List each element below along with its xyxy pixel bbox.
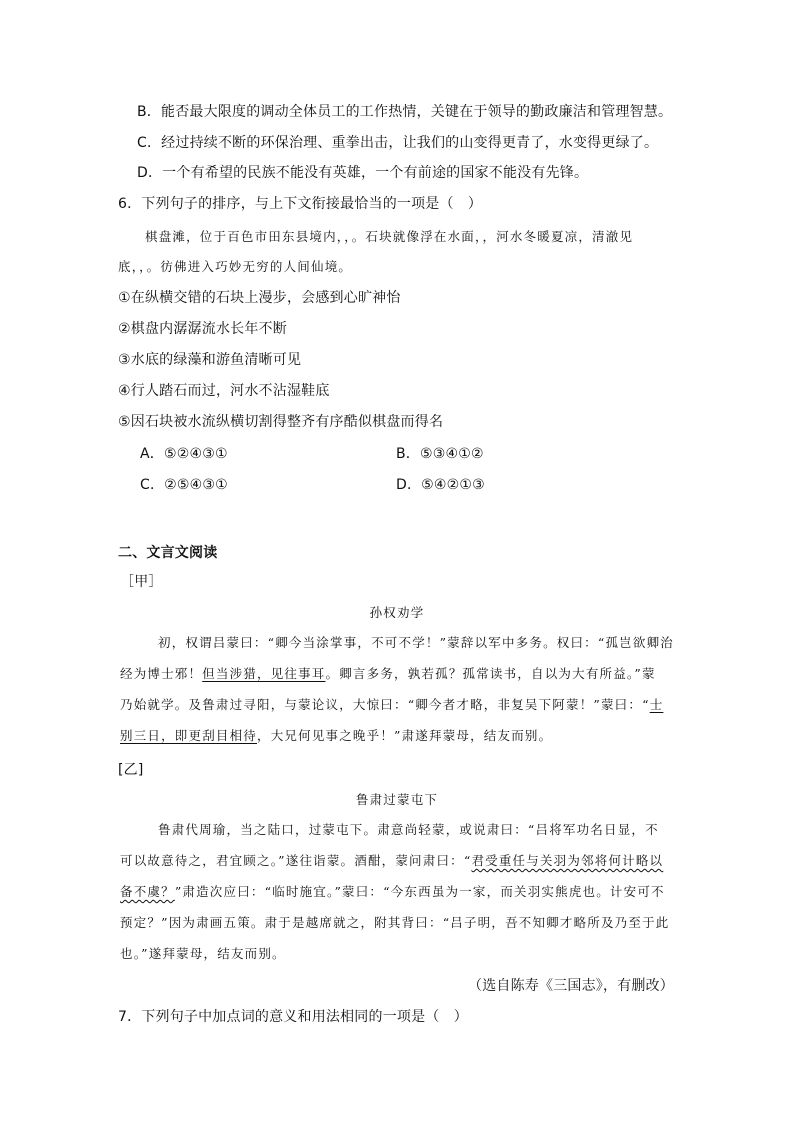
jia-title: 孙权劝学	[369, 605, 425, 620]
jia-line-2-text: 经为博士邪！	[120, 666, 203, 681]
q6-item-5: ⑤因石块被水流纵横切割得整齐有序酷似棋盘而得名	[118, 414, 444, 430]
yi-line-1: 鲁肃代周瑜，当之陆口，过蒙屯下。肃意尚轻蒙，或说肃曰：“吕将军功名日显，不	[158, 822, 659, 837]
q6-item-2: ②棋盘内潺潺流水长年不断	[118, 321, 287, 337]
q5-option-d: D．一个有希望的民族不能没有英雄，一个有前途的国家不能没有先锋。	[137, 165, 589, 181]
q6-stem: 6．下列句子的排序，与上下文衔接最恰当的一项是（ ）	[118, 196, 483, 212]
q6-passage-line2: 底，，。彷佛进入巧妙无穷的人间仙境。	[118, 259, 353, 274]
jia-line-2-rest: 。卿言多务，孰若孤？孤常读书，自以为大有所益。”蒙	[325, 666, 656, 681]
yi-line-3	[120, 882, 665, 902]
q6-item-3: ③水底的绿藻和游鱼清晰可见	[118, 352, 302, 368]
q6-passage-line1: 棋盘滩，位于百色市田东县境内，，。石块就像浮在水面，，河水冬暖夏凉，清澈见	[145, 229, 634, 244]
section-heading: 二、文言文阅读	[118, 545, 218, 561]
q6-item-4: ④行人踏石而过，河水不沾湿鞋底	[118, 383, 330, 399]
jia-label: ［甲］	[120, 574, 163, 590]
yi-line-4: 预定？”因为肃画五策。肃于是越席就之，附其背曰：“吕子明，吾不知卿才略所及乃至于此	[120, 915, 670, 930]
jia-line-1: 初，权谓吕蒙曰：“卿今当涂掌事，不可不学！”蒙辞以军中多务。权曰：“孤岂欲卿治	[158, 635, 674, 650]
q6-option-a: A．⑤②④③①	[140, 446, 228, 462]
yi-line-2-text: 可以故意待之，君宜顾之。”遂往诣蒙。酒酣，蒙问肃曰：“	[120, 853, 472, 868]
yi-wavy-sentence: 君受重任与关羽为邻将何计略以	[471, 853, 664, 868]
yi-label: [乙]	[118, 762, 144, 778]
q5-option-c: C．经过持续不断的环保治理、重拳出击，让我们的山变得更青了，水变得更绿了。	[137, 135, 659, 151]
q6-option-b: B．⑤③④①②	[396, 446, 484, 462]
source-citation: （选自陈寿《三国志》，有删改）	[468, 978, 674, 994]
q7-stem: 7．下列句子中加点词的意义和用法相同的一项是（ ）	[118, 1009, 468, 1025]
q6-option-d: D．⑤④②①③	[396, 477, 485, 493]
yi-title: 鲁肃过蒙屯下	[355, 792, 439, 807]
q6-option-c: C．②⑤④③①	[140, 477, 228, 493]
jia-underlined-phrase-2: 别三日，即更刮目相待	[120, 728, 258, 743]
q5-option-b: B．能否最大限度的调动全体员工的工作热情，关键在于领导的勤政廉洁和管理智慧。	[137, 104, 673, 120]
yi-line-3-rest: ”肃造次应曰：“临时施宜。”蒙曰：“今东西虽为一家，而关羽实熊虎也。计安可不	[174, 884, 665, 899]
yi-line-2	[120, 851, 663, 871]
jia-line-4	[120, 726, 552, 746]
jia-line-3-text: 乃始就学。及鲁肃过寻阳，与蒙论议，大惊曰：“卿今者才略，非复吴下阿蒙！”蒙曰：“	[120, 697, 650, 712]
yi-wavy-sentence-end: 备不虞？	[120, 884, 175, 899]
jia-underlined-phrase-1: 但当涉猎，见往事耳	[202, 666, 326, 681]
jia-line-4-rest: ，大兄何见事之晚乎！”肃遂拜蒙母，结友而别。	[257, 728, 553, 743]
q6-item-1: ①在纵横交错的石块上漫步，会感到心旷神怡	[118, 290, 401, 306]
jia-line-3	[120, 695, 663, 715]
jia-underlined-phrase-2-start: 士	[649, 697, 664, 712]
yi-line-5: 也。”遂拜蒙母，结友而别。	[120, 946, 286, 961]
jia-line-2	[120, 664, 656, 684]
